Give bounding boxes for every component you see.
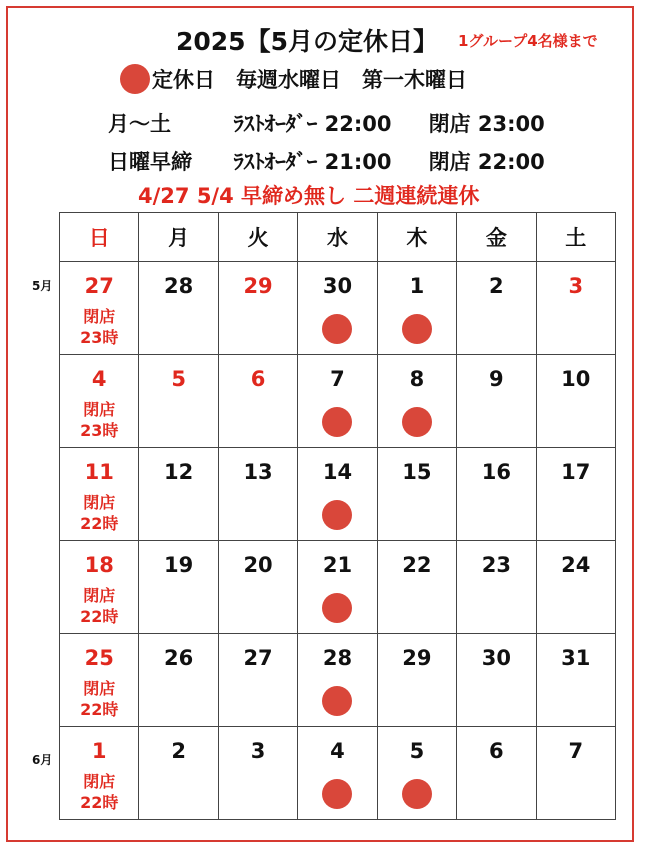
day-number: 16 bbox=[481, 460, 511, 484]
day-cell bbox=[298, 262, 377, 355]
day-number: 6 bbox=[489, 739, 504, 763]
day-cell bbox=[218, 541, 297, 634]
day-number: 19 bbox=[164, 553, 194, 577]
day-number: 10 bbox=[561, 367, 591, 391]
weekday-header: 木 bbox=[377, 213, 456, 262]
closing-label: 閉店 bbox=[83, 772, 116, 791]
closing-hour: 22時 bbox=[80, 514, 119, 533]
holiday-notice: 4/27 5/4 早締め無し 二週連続連休 bbox=[138, 184, 480, 208]
day-cell bbox=[60, 355, 139, 448]
day-number: 14 bbox=[322, 460, 353, 484]
day-number: 18 bbox=[84, 553, 114, 577]
day-cell bbox=[536, 634, 615, 727]
closing-label: 閉店 bbox=[83, 493, 116, 512]
day-number: 7 bbox=[330, 367, 345, 391]
day-number: 29 bbox=[402, 646, 432, 670]
day-number: 4 bbox=[91, 367, 107, 391]
day-cell bbox=[298, 355, 377, 448]
closed-day-dot-icon bbox=[402, 407, 432, 437]
day-cell bbox=[377, 262, 456, 355]
day-cell bbox=[139, 634, 218, 727]
day-number: 24 bbox=[561, 553, 591, 577]
day-cell bbox=[60, 262, 139, 355]
weekday-header-row bbox=[60, 213, 616, 262]
closing-time bbox=[60, 399, 138, 441]
day-number: 22 bbox=[402, 553, 432, 577]
day-number: 2 bbox=[171, 739, 186, 763]
legend-text: 定休日 毎週水曜日 第一木曜日 bbox=[152, 68, 467, 92]
closing-label: 閉店 bbox=[83, 400, 116, 419]
day-number: 26 bbox=[164, 646, 194, 670]
day-number: 1 bbox=[409, 274, 425, 298]
day-number: 4 bbox=[330, 739, 345, 763]
closing-time bbox=[60, 585, 138, 627]
closing-hour: 23時 bbox=[80, 421, 119, 440]
day-cell bbox=[536, 541, 615, 634]
day-cell bbox=[60, 448, 139, 541]
day-cell bbox=[457, 355, 536, 448]
day-cell bbox=[377, 448, 456, 541]
day-number: 27 bbox=[243, 646, 273, 670]
page-title: 2025【5月の定休日】 bbox=[176, 27, 438, 56]
weekday-header: 月 bbox=[139, 213, 218, 262]
day-number: 7 bbox=[568, 739, 584, 763]
closed-day-legend bbox=[120, 64, 467, 94]
day-cell bbox=[457, 634, 536, 727]
day-cell bbox=[457, 448, 536, 541]
closing-time bbox=[60, 771, 138, 813]
day-number: 3 bbox=[568, 274, 584, 298]
day-cell bbox=[139, 355, 218, 448]
day-cell bbox=[60, 541, 139, 634]
week-row bbox=[60, 355, 616, 448]
day-number: 27 bbox=[84, 274, 114, 298]
day-cell bbox=[298, 727, 377, 820]
day-number: 17 bbox=[561, 460, 591, 484]
day-number: 13 bbox=[243, 460, 273, 484]
day-number: 5 bbox=[171, 367, 186, 391]
hours-last-order: ﾗｽﾄｵｰﾀﾞｰ 22:00 bbox=[233, 112, 392, 136]
day-number: 11 bbox=[84, 460, 114, 484]
closed-day-dot-icon bbox=[402, 779, 432, 809]
day-number: 21 bbox=[322, 553, 353, 577]
day-cell bbox=[139, 262, 218, 355]
day-cell bbox=[218, 355, 297, 448]
closing-time bbox=[60, 492, 138, 534]
day-cell bbox=[536, 262, 615, 355]
day-number: 29 bbox=[243, 274, 273, 298]
day-cell bbox=[457, 262, 536, 355]
day-cell bbox=[377, 634, 456, 727]
day-cell bbox=[457, 727, 536, 820]
day-cell bbox=[536, 448, 615, 541]
day-cell bbox=[218, 634, 297, 727]
week-row bbox=[60, 541, 616, 634]
closed-day-dot-icon bbox=[322, 314, 352, 344]
day-number: 28 bbox=[164, 274, 194, 298]
closed-day-dot-icon bbox=[322, 779, 352, 809]
closed-day-dot-icon bbox=[322, 686, 352, 716]
day-cell bbox=[457, 541, 536, 634]
closing-hour: 22時 bbox=[80, 700, 119, 719]
closed-day-dot-icon bbox=[322, 407, 352, 437]
day-cell bbox=[139, 448, 218, 541]
hours-days: 日曜早締 bbox=[108, 150, 192, 174]
hours-close: 閉店 23:00 bbox=[428, 112, 545, 136]
day-cell bbox=[218, 448, 297, 541]
day-cell bbox=[60, 727, 139, 820]
day-cell bbox=[139, 727, 218, 820]
day-number: 31 bbox=[561, 646, 591, 670]
closed-day-dot-icon bbox=[120, 64, 150, 94]
closing-hour: 22時 bbox=[80, 793, 119, 812]
week-row bbox=[60, 634, 616, 727]
weekday-header: 日 bbox=[60, 213, 139, 262]
closing-time bbox=[60, 678, 138, 720]
hours-weekday bbox=[108, 108, 545, 138]
hours-days: 月～土 bbox=[108, 112, 171, 136]
weekday-header: 水 bbox=[298, 213, 377, 262]
day-cell bbox=[377, 727, 456, 820]
day-number: 5 bbox=[409, 739, 425, 763]
closing-label: 閉店 bbox=[83, 307, 116, 326]
hours-sunday bbox=[108, 146, 545, 176]
hours-close: 閉店 22:00 bbox=[428, 150, 545, 174]
day-cell bbox=[536, 727, 615, 820]
day-number: 2 bbox=[489, 274, 504, 298]
week-row bbox=[60, 262, 616, 355]
weekday-header: 火 bbox=[218, 213, 297, 262]
weekday-header: 土 bbox=[536, 213, 615, 262]
month-label-may: 5月 bbox=[32, 279, 53, 293]
week-row bbox=[60, 448, 616, 541]
closing-hour: 23時 bbox=[80, 328, 119, 347]
day-number: 30 bbox=[322, 274, 353, 298]
day-number: 15 bbox=[402, 460, 432, 484]
closed-day-dot-icon bbox=[322, 500, 352, 530]
closing-label: 閉店 bbox=[83, 586, 116, 605]
day-number: 3 bbox=[250, 739, 266, 763]
day-cell bbox=[218, 262, 297, 355]
day-cell bbox=[298, 448, 377, 541]
day-number: 12 bbox=[164, 460, 194, 484]
day-cell bbox=[536, 355, 615, 448]
day-number: 23 bbox=[481, 553, 511, 577]
day-number: 25 bbox=[84, 646, 114, 670]
day-cell bbox=[218, 727, 297, 820]
day-number: 8 bbox=[409, 367, 425, 391]
day-cell bbox=[298, 634, 377, 727]
day-cell bbox=[377, 541, 456, 634]
closing-hour: 22時 bbox=[80, 607, 119, 626]
day-number: 20 bbox=[243, 553, 273, 577]
hours-last-order: ﾗｽﾄｵｰﾀﾞｰ 21:00 bbox=[233, 150, 392, 174]
weekday-header: 金 bbox=[457, 213, 536, 262]
day-cell bbox=[60, 634, 139, 727]
day-cell bbox=[377, 355, 456, 448]
closed-day-dot-icon bbox=[322, 593, 352, 623]
day-number: 9 bbox=[489, 367, 504, 391]
day-number: 6 bbox=[250, 367, 266, 391]
calendar bbox=[59, 212, 616, 820]
day-number: 28 bbox=[322, 646, 353, 670]
closing-label: 閉店 bbox=[83, 679, 116, 698]
day-cell bbox=[298, 541, 377, 634]
day-cell bbox=[139, 541, 218, 634]
month-label-june: 6月 bbox=[32, 753, 53, 767]
day-number: 30 bbox=[481, 646, 511, 670]
week-row bbox=[60, 727, 616, 820]
closed-day-dot-icon bbox=[402, 314, 432, 344]
closing-time bbox=[60, 306, 138, 348]
day-number: 1 bbox=[91, 739, 107, 763]
group-limit-note: 1グループ4名様まで bbox=[458, 32, 598, 50]
